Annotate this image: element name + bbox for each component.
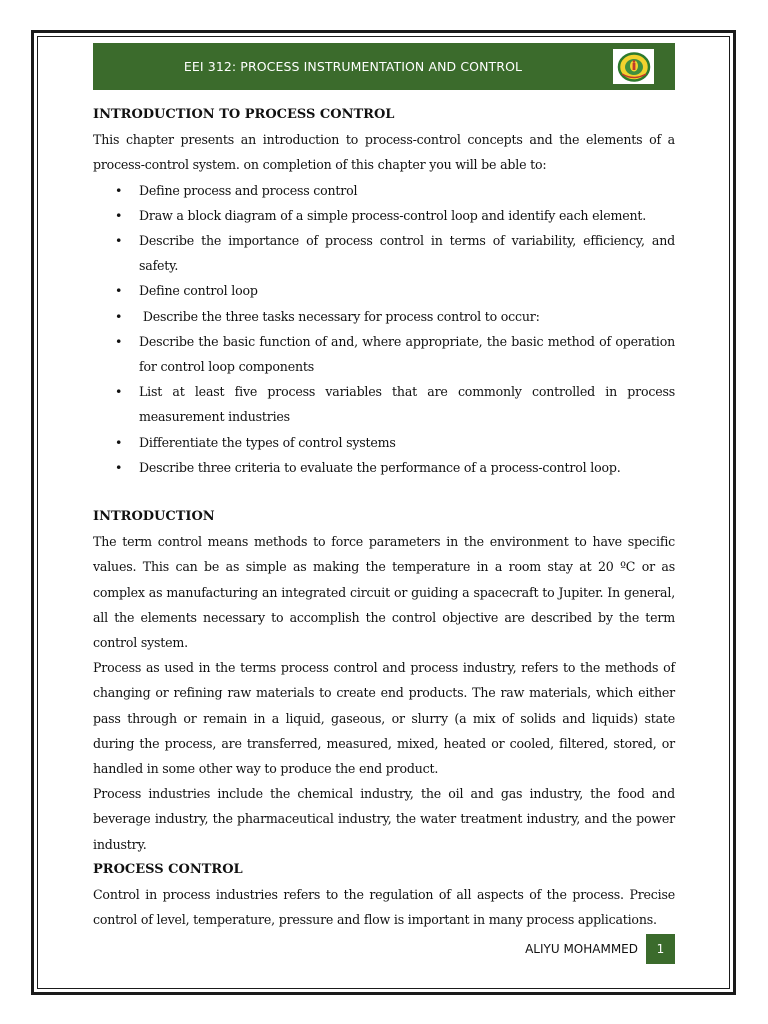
learning-objectives-list	[93, 178, 675, 480]
section-heading-introduction: INTRODUCTION	[93, 509, 215, 525]
section-heading-introduction-to-process-control: INTRODUCTION TO PROCESS CONTROL	[93, 107, 395, 122]
list-item: • Differentiate the types of control systems	[93, 430, 675, 455]
list-item: • List at least five process variables that are commonly controlled in process measurement industries	[93, 379, 675, 429]
section-heading-process-control: PROCESS CONTROL	[93, 861, 243, 877]
page-header	[93, 43, 675, 90]
list-item: • Draw a block diagram of a simple process-control loop and identify each element.	[93, 203, 675, 228]
institution-seal-icon	[613, 49, 654, 84]
paragraph-process-control: Control in process industries refers to the regulation of all aspects of the process. Precise control of level, temperature, pressure and flow is important in many process applications.	[93, 887, 675, 928]
list-item: • Describe the importance of process control in terms of variability, efficiency, and safety.	[93, 228, 675, 278]
header-title: EEI 312: PROCESS INSTRUMENTATION AND CONTROL	[183, 59, 523, 74]
document-body	[93, 102, 675, 933]
footer-author: ALIYU MOHAMMED	[525, 942, 638, 956]
list-item: • Define control loop	[93, 278, 675, 303]
list-item: • Describe the three tasks necessary for process control to occur:	[93, 304, 675, 329]
list-item: • Describe three criteria to evaluate the performance of a process-control loop.	[93, 455, 675, 480]
list-item: • Describe the basic function of and, where appropriate, the basic method of operation for control loop components	[93, 329, 675, 379]
page-number-badge: 1	[646, 934, 675, 964]
paragraph-control-definition: The term control means methods to force parameters in the environment to have specific values. This can be as simple as making the temperature in a room stay at 20 ºC or as complex as manufacturing an integrated circuit or guiding a spacecraft to Jupiter. In general, all the elements necessary to accomplish the control objective are described by the term control system.	[93, 534, 675, 651]
chapter-intro-paragraph: This chapter presents an introduction to process-control concepts and the elements of a process-control system. on completion of this chapter you will be able to:	[93, 132, 675, 173]
paragraph-process-industries: Process industries include the chemical industry, the oil and gas industry, the food and beverage industry, the pharmaceutical industry, the water treatment industry, and the power industry.	[93, 786, 675, 852]
paragraph-process-definition: Process as used in the terms process control and process industry, refers to the methods of changing or refining raw materials to create end products. The raw materials, which either pass through or remain in a liquid, gaseous, or slurry (a mix of solids and liquids) state during the process, are transferred, measured, mixed, heated or cooled, filtered, stored, or handled in some other way to produce the end product.	[93, 660, 675, 777]
list-item: • Define process and process control	[93, 178, 675, 203]
